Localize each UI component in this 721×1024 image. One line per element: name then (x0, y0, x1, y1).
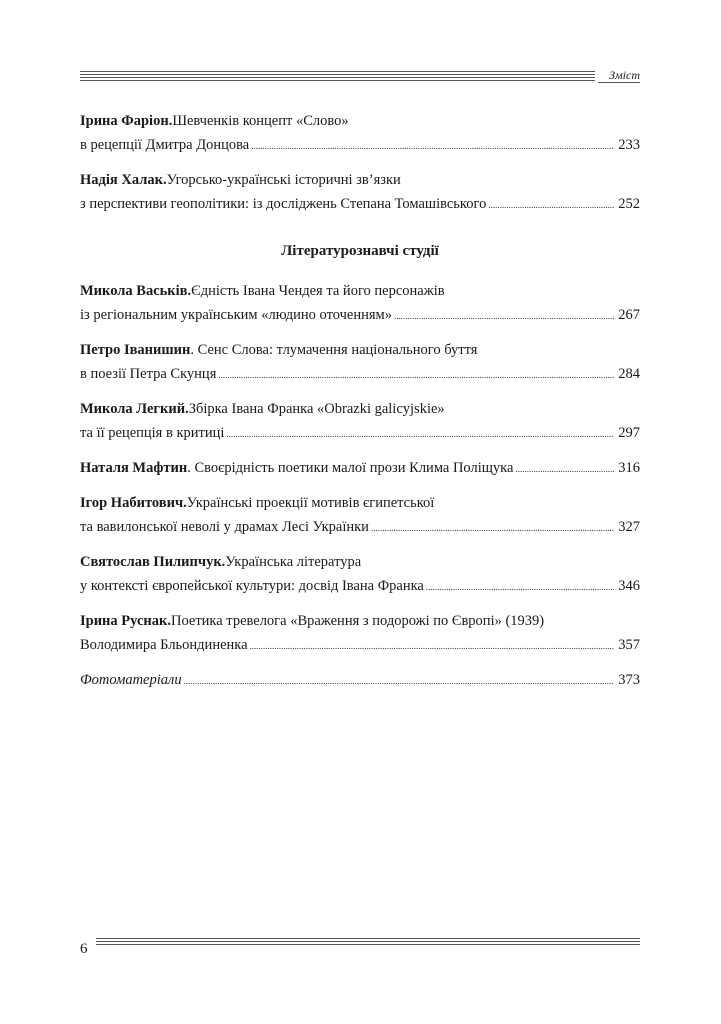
toc-author: Петро Іванишин (80, 342, 191, 358)
leader-dots (226, 421, 614, 446)
toc-title-continued: з перспективи геополітики: із досліджень Степана Томашівського (80, 196, 487, 212)
toc-title: Єдність Івана Чендея та його персонажів (191, 283, 445, 299)
leader-dots (218, 362, 614, 387)
toc-author: Надія Халак. (80, 172, 167, 188)
toc-title: Шевченків концепт «Слово» (172, 113, 349, 129)
toc-entry[interactable] (80, 609, 640, 658)
toc-title-continued: в рецепції Дмитра Донцова (80, 137, 250, 153)
toc-title-continued: Володимира Бльондиненка (80, 637, 248, 653)
footer-rules (96, 938, 640, 947)
leader-dots (426, 574, 614, 599)
toc-page-number: 267 (618, 307, 640, 323)
running-header: Зміст (609, 68, 640, 82)
toc-title-continued: із регіональним українським «людино оточенням» (80, 307, 392, 323)
leader-dots (250, 633, 614, 658)
toc-entry[interactable] (80, 491, 640, 540)
leader-dots (184, 668, 614, 693)
toc-page-number: 252 (618, 196, 640, 212)
toc-author: Ірина Фаріон. (80, 113, 173, 129)
table-of-contents (80, 109, 640, 703)
toc-author: Наталя Мафтин (80, 460, 188, 476)
toc-author: Святослав Пилипчук. (80, 554, 226, 570)
page-number: 6 (80, 941, 88, 957)
toc-entry[interactable] (80, 338, 640, 387)
header-rules (80, 71, 595, 85)
toc-page-number: 233 (618, 137, 640, 153)
toc-title: Поетика тревелога «Враження з подорожі по Європі» (1939) (170, 613, 545, 629)
toc-author: Ірина Руснак. (80, 613, 171, 629)
toc-title: Угорсько-українські історичні зв’язки (166, 172, 401, 188)
leader-dots (515, 456, 614, 481)
toc-entry[interactable] (80, 456, 640, 481)
toc-title: . Своєрідність поетики малої прози Клима Поліщука (187, 460, 514, 476)
toc-entry[interactable] (80, 279, 640, 328)
toc-page-number: 327 (618, 519, 640, 535)
toc-title-continued: та її рецепція в критиці (80, 425, 225, 441)
toc-title: Українська література (225, 554, 362, 570)
leader-dots (371, 515, 614, 540)
toc-title-continued: у контексті європейської культури: досвід Івана Франка (80, 578, 424, 594)
leader-dots (488, 192, 614, 217)
toc-page-number: 316 (618, 460, 640, 476)
section-heading: Літературознавчі студії (281, 243, 439, 259)
toc-page-number: 346 (618, 578, 640, 594)
toc-author: Ігор Набитович. (80, 495, 187, 511)
toc-author: Микола Легкий. (80, 401, 189, 417)
toc-page-number: 373 (618, 672, 640, 688)
toc-entry[interactable] (80, 168, 640, 217)
toc-entry[interactable] (80, 550, 640, 599)
toc-entry-photos[interactable] (80, 668, 640, 693)
toc-title: Фотоматеріали (80, 672, 182, 688)
toc-title-continued: в поезії Петра Скунця (80, 366, 217, 382)
toc-entry[interactable] (80, 109, 640, 158)
toc-page-number: 284 (618, 366, 640, 382)
toc-page-number: 297 (618, 425, 640, 441)
leader-dots (251, 133, 614, 158)
toc-title-continued: та вавилонської неволі у драмах Лесі Українки (80, 519, 369, 535)
toc-title: . Сенс Слова: тлумачення національного буття (190, 342, 478, 358)
toc-title: Збірка Івана Франка «Obrazki galicyjskie» (188, 401, 445, 417)
toc-entry[interactable] (80, 397, 640, 446)
toc-title: Українські проекції мотивів єгипетської (186, 495, 435, 511)
toc-author: Микола Васьків. (80, 283, 192, 299)
toc-page-number: 357 (618, 637, 640, 653)
leader-dots (394, 303, 614, 328)
